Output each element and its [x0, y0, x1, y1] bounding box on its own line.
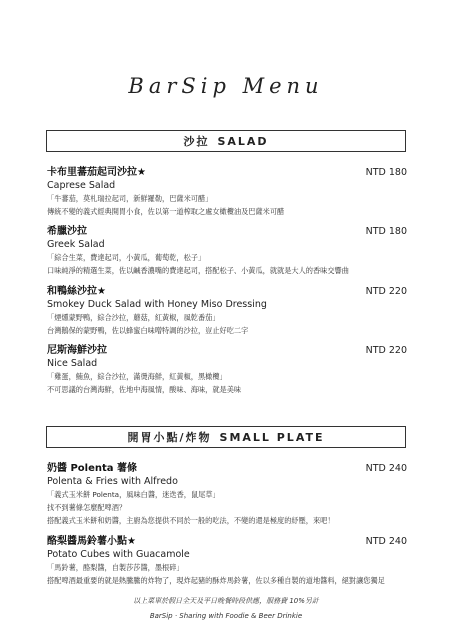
item-price: NTD 240 — [365, 463, 407, 474]
item-ingredients: 「綜合生菜，費達起司，小黃瓜，葡萄乾，松子」 — [47, 253, 206, 262]
item-name-en: Potato Cubes with Guacamole — [47, 549, 190, 560]
footer-note: 以上菜單於假日全天及平日晚餐時段供應，服務費 10%另計 — [133, 597, 319, 605]
item-name-en: Greek Salad — [47, 239, 105, 250]
menu-item-greek — [47, 222, 407, 276]
item-price: NTD 220 — [365, 286, 407, 297]
item-price: NTD 220 — [365, 345, 407, 356]
menu-item-duck — [47, 282, 407, 336]
item-description: 不可思議的台灣海鮮，佐地中海風情，酸味、海味，就是美味 — [47, 385, 242, 394]
item-name-zh: 尼斯海鮮沙拉 — [47, 345, 107, 356]
item-ingredients: 「雞蛋，鮪魚，綜合沙拉，滿燙海鮮，紅黃椒，黑橄欖」 — [47, 372, 227, 381]
item-ingredients: 「煙燻蒙野鴨，綜合沙拉，蘑菇，紅黃椒，風乾番茄」 — [47, 313, 220, 322]
item-name-en: Polenta & Fries with Alfredo — [47, 476, 178, 487]
item-name-en: Nice Salad — [47, 358, 98, 369]
item-description: 搭配啤酒最重要的就是熱騰騰的炸物了，現炸起豬的酥炸馬鈴薯，佐以多種自製的道地醬料，絕對讓您獨足 — [47, 576, 385, 585]
menu-title: BarSip Menu — [128, 74, 324, 98]
menu-item-polenta — [47, 459, 407, 526]
item-name-zh: 卡布里蕃茄起司沙拉★ — [47, 167, 146, 178]
section-header-salad — [46, 130, 406, 152]
section-title-en: SALAD — [217, 134, 269, 148]
item-name-zh: 奶醬 Polenta 薯條 — [47, 463, 138, 474]
item-description: 傳統不變的義式經典開胃小食，佐以第一道榨取之處女橄欖油及巴薩米可醋 — [47, 207, 285, 216]
item-description: 台灣鵝保的蒙野鴨，佐以蜂蜜白味噌特調的沙拉，豈止好吃二字 — [47, 326, 249, 335]
item-description: 口味純淨的精選生菜，佐以鹹香濃嘴的費達起司，搭配松子、小黃瓜，就就是大人的香味交響曲 — [47, 266, 349, 275]
item-ingredients: 「牛蕃茄，莫札瑞拉起司，新鮮羅勒，巴薩米可醋」 — [47, 194, 213, 203]
section-header-small-plate — [46, 426, 406, 448]
item-name-zh: 和鴨絲沙拉★ — [47, 286, 106, 297]
item-ingredients: 「義式玉米餅 Polenta，風味白醬，迷迭香，鼠尾草」 — [47, 490, 220, 499]
footer-tagline: BarSip · Sharing with Foodie & Beer Drinkie — [149, 612, 303, 620]
menu-item-caprese — [47, 163, 407, 217]
item-name-en: Caprese Salad — [47, 180, 116, 191]
item-name-zh: 希臘沙拉 — [47, 226, 87, 237]
item-description: 搭配義式玉米餅和奶醬，主廚為您提供不同於一般的吃法，不變的還是極度的紓壓，來吧！ — [47, 516, 335, 525]
section-title-zh: 開胃小點/炸物 — [127, 431, 212, 444]
section-title-en: SMALL PLATE — [219, 430, 325, 444]
item-name-zh: 酪梨醬馬鈴薯小點★ — [47, 536, 136, 547]
item-description: 找不到薯條怎麼配啤酒？ — [47, 503, 127, 512]
item-price: NTD 240 — [365, 536, 407, 547]
item-name-en: Smokey Duck Salad with Honey Miso Dressing — [47, 299, 267, 310]
item-ingredients: 「馬鈴薯，酪梨醬，自製莎莎醬，墨根碎」 — [47, 563, 184, 572]
menu-item-potato — [47, 532, 407, 586]
menu-item-nice — [47, 341, 407, 395]
item-price: NTD 180 — [365, 226, 407, 237]
item-price: NTD 180 — [365, 167, 407, 178]
section-title-zh: 沙拉 — [183, 135, 210, 148]
